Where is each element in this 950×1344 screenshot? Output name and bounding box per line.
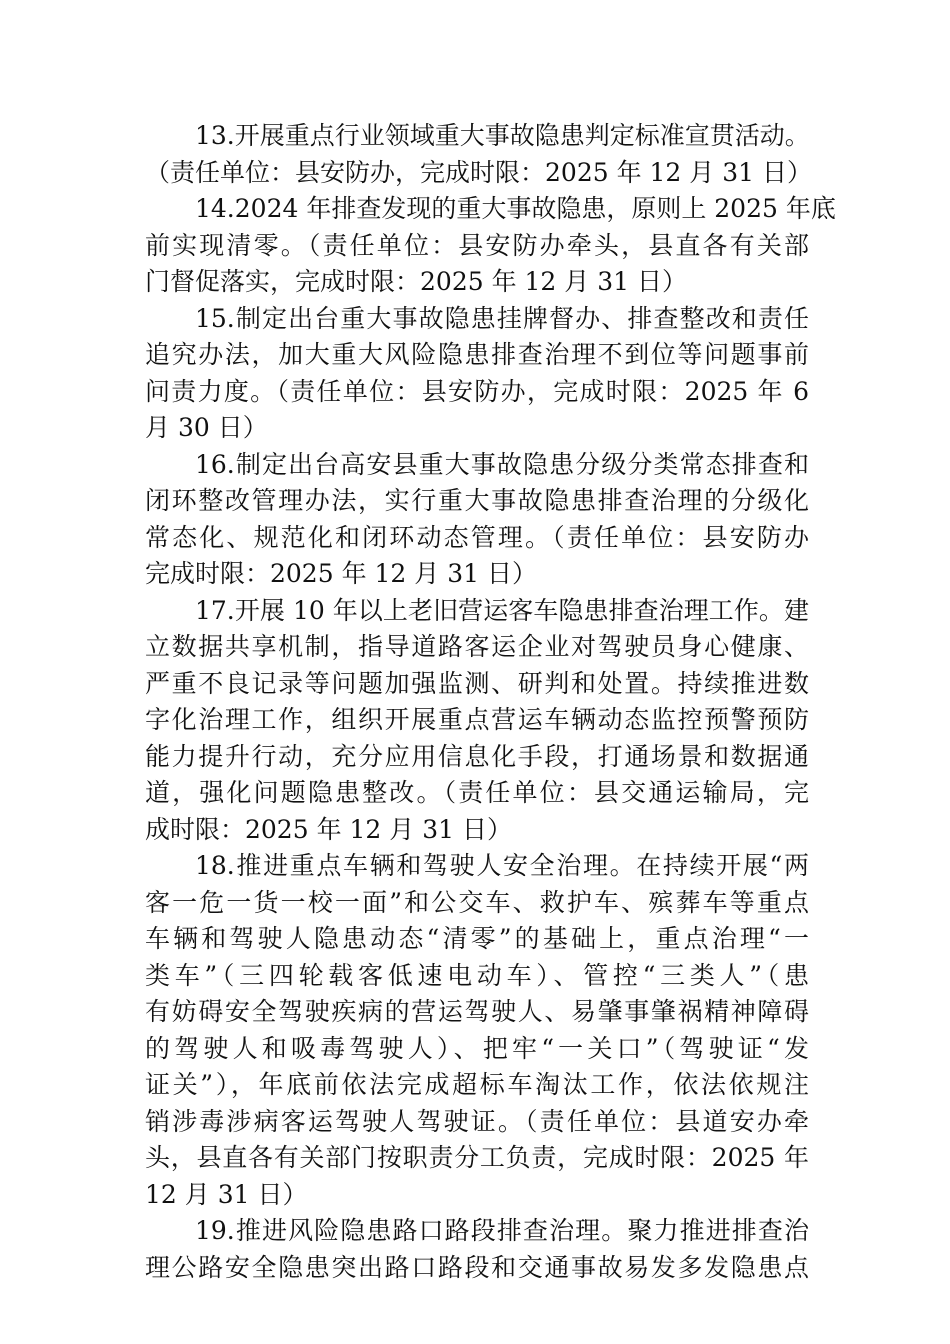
paragraph-line: 完成时限：2025 年 12 月 31 日） (145, 559, 537, 588)
paragraph-line: 立数据共享机制，指导道路客运企业对驾驶员身心健康、 (145, 632, 809, 661)
paragraph-line: （责任单位：县安防办，完成时限：2025 年 12 月 31 日） (145, 157, 812, 187)
paragraph-first-line: 14.2024 年排查发现的重大事故隐患，原则上 2025 年底 (195, 194, 836, 223)
paragraph-line: 常态化、规范化和闭环动态管理。（责任单位：县安防办 (145, 522, 809, 552)
paragraph-line: 12 月 31 日） (145, 1179, 308, 1209)
paragraph-line: 道，强化问题隐患整改。（责任单位：县交通运输局，完 (145, 778, 809, 807)
document-page (145, 118, 836, 1286)
paragraph-line: 客一危一货一校一面”和公交车、救护车、殡葬车等重点 (145, 887, 809, 917)
paragraph-first-line: 19.推进风险隐患路口路段排查治理。聚力推进排查治 (195, 1216, 809, 1245)
paragraph-line: 追究办法，加大重大风险隐患排查治理不到位等问题事前 (145, 340, 809, 369)
paragraph-line: 前实现清零。（责任单位：县安防办牵头，县直各有关部 (145, 230, 809, 260)
paragraph-first-line: 16.制定出台高安县重大事故隐患分级分类常态排查和 (195, 449, 809, 479)
paragraph-line: 字化治理工作，组织开展重点营运车辆动态监控预警预防 (145, 705, 809, 734)
paragraph-line: 理公路安全隐患突出路口路段和交通事故易发多发隐患点 (145, 1252, 809, 1282)
paragraph-line: 证关”），年底前依法完成超标车淘汰工作，依法依规注 (145, 1070, 809, 1099)
paragraph-line: 车辆和驾驶人隐患动态“清零”的基础上，重点治理“一 (145, 924, 809, 953)
paragraph-line: 问责力度。（责任单位：县安防办，完成时限：2025 年 6 (145, 376, 809, 406)
paragraph-line: 头，县直各有关部门按职责分工负责，完成时限：2025 年 (145, 1143, 809, 1172)
paragraph-line: 的驾驶人和吸毒驾驶人）、把牢“一关口”（驾驶证“发 (145, 1033, 809, 1063)
paragraph-line: 成时限：2025 年 12 月 31 日） (145, 814, 512, 844)
paragraph-first-line: 15.制定出台重大事故隐患挂牌督办、排查整改和责任 (195, 303, 809, 333)
paragraph-first-line: 13.开展重点行业领域重大事故隐患判定标准宣贯活动。 (195, 121, 810, 150)
paragraph-line: 类车”（三四轮载客低速电动车）、管控“三类人”（患 (145, 960, 809, 990)
paragraph-line: 月 30 日） (145, 413, 268, 442)
paragraph-line: 能力提升行动，充分应用信息化手段，打通场景和数据通 (145, 741, 809, 771)
paragraph-first-line: 18.推进重点车辆和驾驶人安全治理。在持续开展“两 (195, 851, 809, 880)
paragraph-line: 闭环整改管理办法，实行重大事故隐患排查治理的分级化 (145, 486, 809, 515)
paragraph-line: 有妨碍安全驾驶疾病的营运驾驶人、易肇事肇祸精神障碍 (145, 997, 809, 1026)
paragraph-line: 门督促落实，完成时限：2025 年 12 月 31 日） (145, 267, 687, 296)
paragraph-line: 严重不良记录等问题加强监测、研判和处置。持续推进数 (145, 668, 809, 698)
paragraph-line: 销涉毒涉病客运驾驶人驾驶证。（责任单位：县道安办牵 (145, 1106, 809, 1136)
paragraph-first-line: 17.开展 10 年以上老旧营运客车隐患排查治理工作。建 (195, 595, 809, 625)
